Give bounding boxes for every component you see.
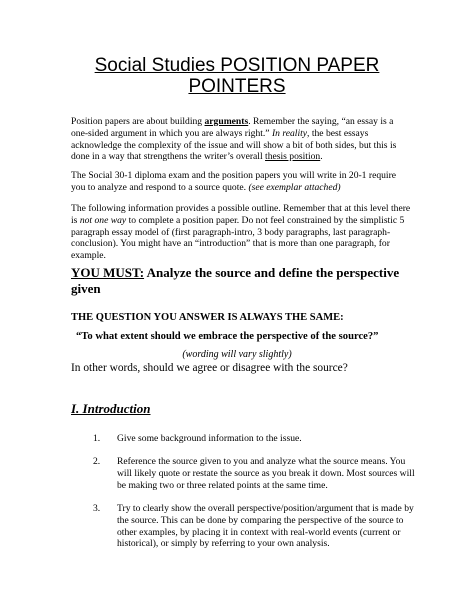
page-title-line-2: POINTERS: [188, 76, 286, 97]
list-text: Reference the source given to you and analyze what the source means. You will likely quote or restate the source as you break it down. Most sources will be making two or three related points at the same time.: [117, 456, 415, 491]
list-number: 3.: [93, 503, 101, 514]
list-number: 1.: [93, 433, 101, 444]
outline-paragraph: [71, 203, 411, 262]
diploma-paragraph: [71, 170, 411, 194]
list-text: Try to clearly show the overall perspective/position/argument that is made by the source. This can be done by comparing the perspective of the source to other examples, by placing it in context with real-world events (current or historical), or simply by referring to your own analysis.: [117, 503, 414, 550]
diploma-text: The Social 30-1 diploma exam and the position papers you will write in 20-1 require you to analyze and respond to a source quote.: [71, 170, 397, 193]
intro-text-b: . Remember the saying, “an essay is a one-sided argument in which you are always right.”: [71, 116, 394, 139]
question-heading: THE QUESTION YOU ANSWER IS ALWAYS THE SAME:: [71, 312, 344, 323]
you-must-text: Analyze the source and define the perspective given: [71, 265, 400, 296]
page-title-line-1: Social Studies POSITION PAPER: [94, 55, 380, 76]
other-words-sentence: In other words, should we agree or disagree with the source?: [71, 362, 348, 374]
intro-text-c: , the best essays acknowledge the complexity of the issue and will show a bit of both sides, but this is done in a way that strengthens the writer’s overall: [71, 127, 397, 163]
list-text: Give some background information to the issue.: [117, 433, 302, 444]
arguments-emphasis: arguments: [204, 116, 249, 127]
you-must-statement: [71, 265, 416, 296]
not-one-way-emphasis: not one way: [79, 214, 127, 226]
you-must-label: YOU MUST:: [71, 265, 145, 280]
list-number: 2.: [93, 456, 101, 467]
intro-text-a: Position papers are about building: [71, 116, 205, 127]
outline-text-a: The following information provides a possible outline. Remember that at this level there is: [71, 203, 411, 226]
section-heading-introduction: I. Introduction: [71, 401, 151, 416]
outline-text-b: to complete a position paper. Do not feel constrained by the simplistic 5 paragraph essay model of (first paragraph-intro, 3 body paragraphs, last paragraph-conclusion). You might have an “introduction” that is more than one paragraph, for example.: [71, 214, 405, 262]
question-quote: “To what extent should we embrace the perspective of the source?”: [76, 331, 379, 342]
exemplar-note: (see exemplar attached): [248, 181, 341, 193]
intro-text-d: .: [320, 151, 323, 163]
wording-note: (wording will vary slightly): [182, 349, 292, 360]
thesis-position-emphasis: thesis position: [265, 151, 321, 163]
in-reality-emphasis: In reality: [271, 127, 308, 139]
intro-paragraph: [71, 116, 411, 163]
